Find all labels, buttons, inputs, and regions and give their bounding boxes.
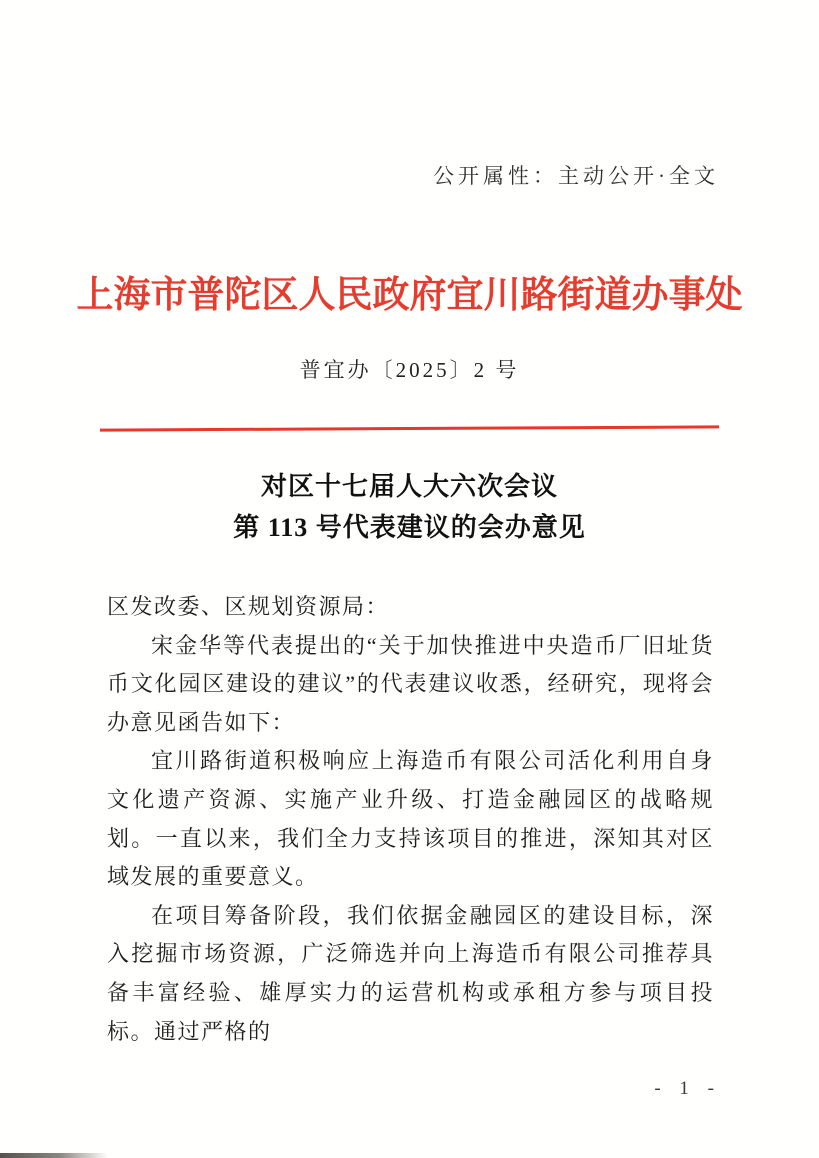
document-reference-number: 普宜办〔2025〕2 号 [299,358,520,382]
document-body [107,588,714,1051]
paragraph-3: 在项目筹备阶段，我们依据金融园区的建设目标，深入挖掘市场资源，广泛筛选并向上海造币有限公司推荐具备丰富经验、雄厚实力的运营机构或承租方参与项目投标。通过严格的 [107,902,714,1044]
scan-edge-artifact [0,1153,108,1158]
document-title-line-2: 第 113 号代表建议的会办意见 [233,513,586,542]
agency-letterhead-title: 上海市普陀区人民政府宜川路街道办事处 [76,275,743,316]
salutation-line: 区发改委、区规划资源局： [107,594,390,619]
publicity-attribute-label: 公开属性：主动公开·全文 [433,164,719,188]
document-title-line-1: 对区十七届人大六次会议 [260,472,558,501]
page-number: - 1 - [654,1078,721,1099]
paragraph-2: 宜川路街道积极响应上海造币有限公司活化利用自身文化遗产资源、实施产业升级、打造金融园区的战略规划。一直以来，我们全力支持该项目的推进，深知其对区域发展的重要意义。 [107,748,714,890]
red-divider-line [100,425,719,431]
document-title [0,466,819,548]
paragraph-1: 宋金华等代表提出的“关于加快推进中央造币厂旧址货币文化园区建设的建议”的代表建议收悉，经研究，现将会办意见函告如下： [107,632,714,735]
